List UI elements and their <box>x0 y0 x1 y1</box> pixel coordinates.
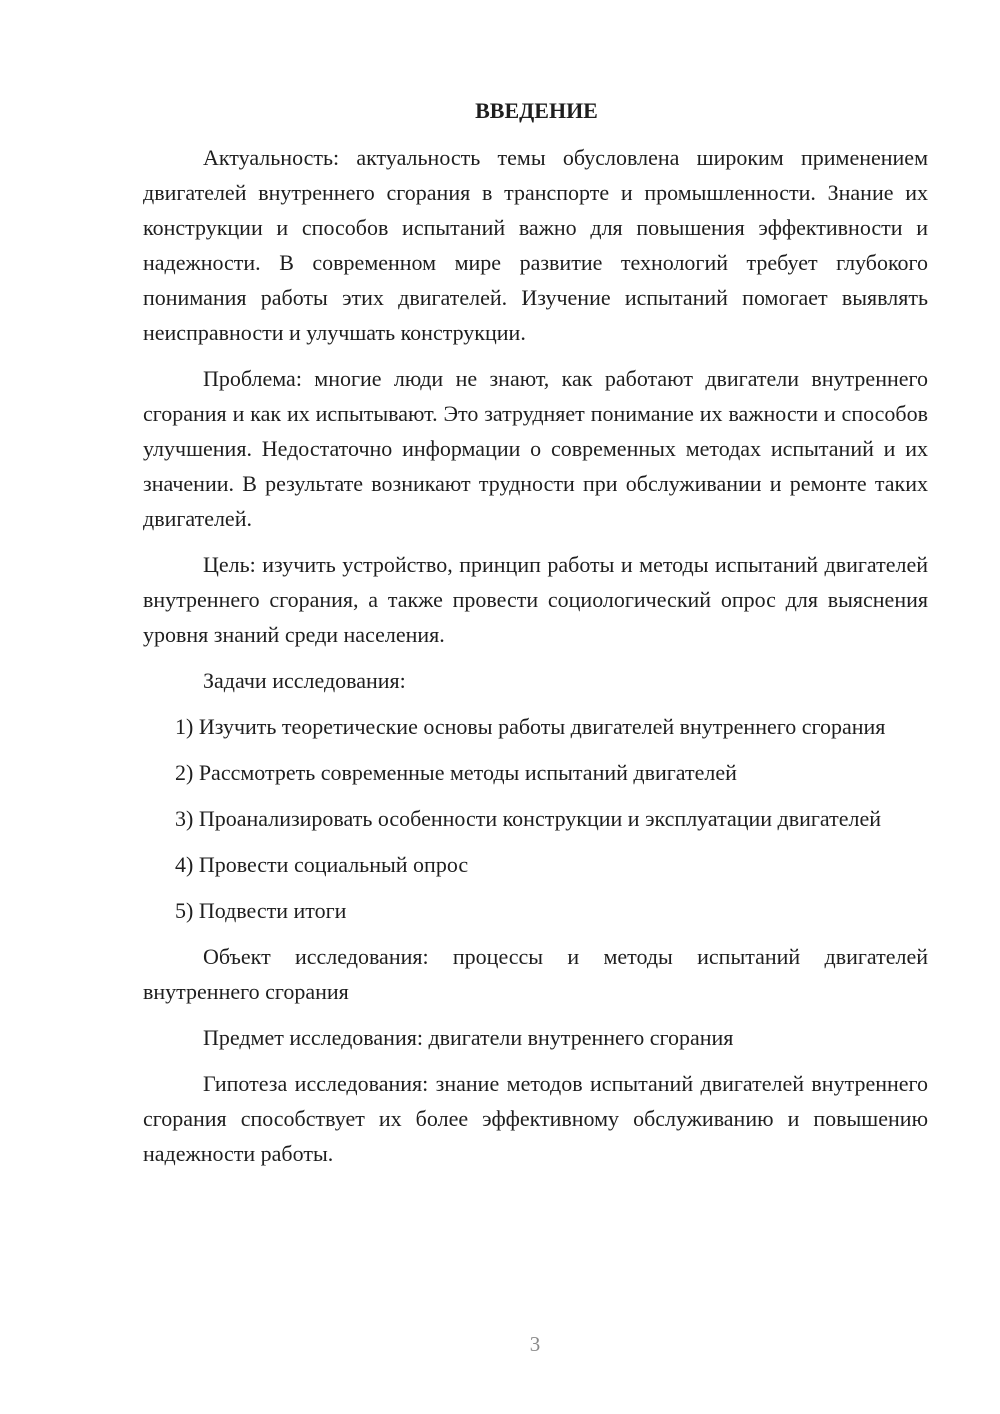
page-number: 3 <box>529 1332 541 1356</box>
page-title: ВВЕДЕНИЕ <box>475 98 598 123</box>
list-item: 2) Рассмотреть современные методы испытаний двигателей <box>175 760 737 785</box>
paragraph-tasks-heading: Задачи исследования: <box>203 668 406 693</box>
paragraph-goal: Цель: изучить устройство, принцип работы и методы испытаний двигателей внутреннего сгорания, а также провести социологический опрос для выяснения уровня знаний среди населения. <box>143 552 928 647</box>
paragraph-object: Объект исследования: процессы и методы испытаний двигателей внутреннего сгорания <box>143 944 928 1004</box>
list-item: 1) Изучить теоретические основы работы двигателей внутреннего сгорания <box>175 714 886 739</box>
paragraph-relevance: Актуальность: актуальность темы обусловлена широким применением двигателей внутреннего сгорания в транспорте и промышленности. Знание их конструкции и способов испытаний важно для повышения эффективности и надежности. В современном мире развитие технологий требует глубокого понимания работы этих двигателей. Изучение испытаний помогает выявлять неисправности и улучшать конструкции. <box>143 145 928 345</box>
paragraph-problem: Проблема: многие люди не знают, как работают двигатели внутреннего сгорания и как их испытывают. Это затрудняет понимание их важности и способов улучшения. Недостаточно информации о современных методах испытаний и их значении. В результате возникают трудности при обслуживании и ремонте таких двигателей. <box>143 366 928 531</box>
list-item: 4) Провести социальный опрос <box>175 852 469 877</box>
document-page <box>143 93 928 1182</box>
list-item: 3) Проанализировать особенности конструкции и эксплуатации двигателей <box>175 806 882 831</box>
paragraph-subject: Предмет исследования: двигатели внутреннего сгорания <box>203 1025 734 1050</box>
list-item: 5) Подвести итоги <box>175 898 347 923</box>
paragraph-hypothesis: Гипотеза исследования: знание методов испытаний двигателей внутреннего сгорания способствует их более эффективному обслуживанию и повышению надежности работы. <box>143 1071 928 1166</box>
